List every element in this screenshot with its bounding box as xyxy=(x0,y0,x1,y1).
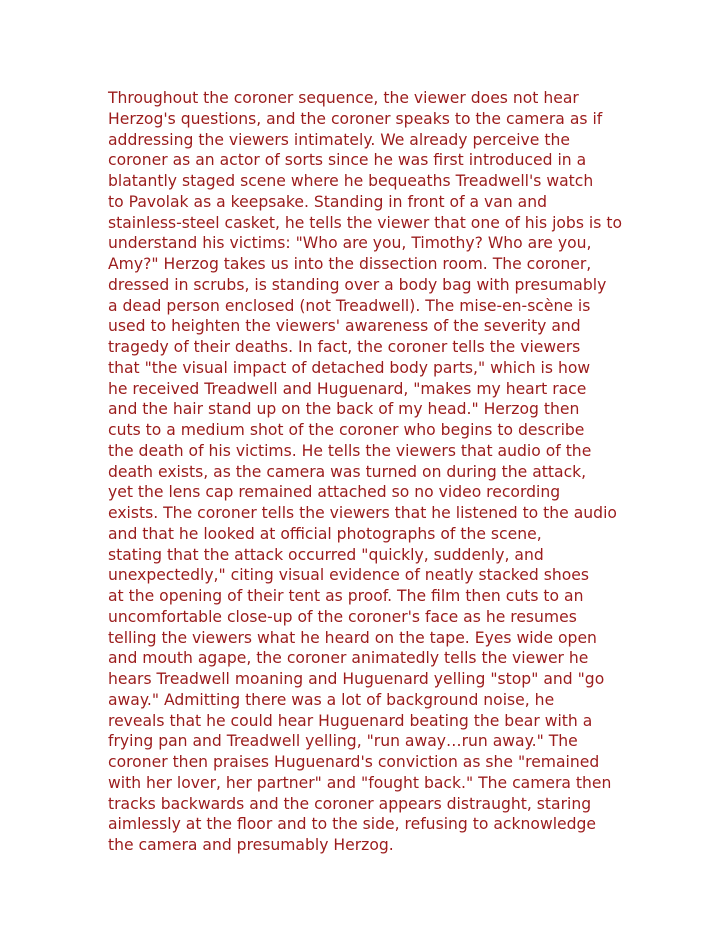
paragraph-line: frying pan and Treadwell yelling, "run away…run away." The xyxy=(108,732,578,751)
paragraph-line: and that he looked at official photographs of the scene, xyxy=(108,524,542,543)
paragraph-line: uncomfortable close-up of the coroner's face as he resumes xyxy=(108,607,577,626)
paragraph-line: tracks backwards and the coroner appears distraught, staring xyxy=(108,794,592,813)
body-paragraph xyxy=(108,88,628,856)
paragraph-line: stating that the attack occurred "quickly, suddenly, and xyxy=(108,545,544,564)
paragraph-line: dressed in scrubs, is standing over a body bag with presumably xyxy=(108,275,607,294)
paragraph-line: the camera and presumably Herzog. xyxy=(108,836,394,854)
paragraph-line: at the opening of their tent as proof. The film then cuts to an xyxy=(108,587,584,605)
paragraph-line: and mouth agape, the coroner animatedly tells the viewer he xyxy=(108,649,589,668)
paragraph-line: Amy?" Herzog takes us into the dissection room. The coroner, xyxy=(108,255,592,273)
paragraph-line: aimlessly at the floor and to the side, refusing to acknowledge xyxy=(108,815,597,834)
paragraph-line: to Pavolak as a keepsake. Standing in front of a van and xyxy=(108,192,547,211)
paragraph-line: used to heighten the viewers' awareness of the severity and xyxy=(108,317,581,336)
paragraph-line: stainless-steel casket, he tells the viewer that one of his jobs is to xyxy=(108,213,622,232)
paragraph-line: exists. The coroner tells the viewers that he listened to the audio xyxy=(108,504,617,522)
paragraph-line: that "the visual impact of detached body parts," which is how xyxy=(108,358,591,377)
paragraph-line: tragedy of their deaths. In fact, the coroner tells the viewers xyxy=(108,338,581,356)
paragraph-line: understand his victims: "Who are you, Timothy? Who are you, xyxy=(108,234,592,253)
paragraph-line: coroner as an actor of sorts since he was first introduced in a xyxy=(108,151,587,170)
paragraph-line: hears Treadwell moaning and Huguenard yelling "stop" and "go xyxy=(108,670,605,688)
paragraph-line: unexpectedly," citing visual evidence of neatly stacked shoes xyxy=(108,566,589,585)
paragraph-line: he received Treadwell and Huguenard, "makes my heart race xyxy=(108,379,587,398)
paragraph-line: away." Admitting there was a lot of background noise, he xyxy=(108,690,555,709)
paragraph-line: blatantly staged scene where he bequeaths Treadwell's watch xyxy=(108,172,594,190)
paragraph-line: addressing the viewers intimately. We already perceive the xyxy=(108,130,570,149)
paragraph-line: reveals that he could hear Huguenard beating the bear with a xyxy=(108,711,593,730)
paragraph-line: and the hair stand up on the back of my head." Herzog then xyxy=(108,400,580,419)
paragraph-line: coroner then praises Huguenard's conviction as she "remained xyxy=(108,753,600,771)
paragraph-line: telling the viewers what he heard on the tape. Eyes wide open xyxy=(108,628,597,647)
paragraph-line: with her lover, her partner" and "fought back." The camera then xyxy=(108,773,612,792)
paragraph-line: death exists, as the camera was turned on during the attack, xyxy=(108,462,587,481)
paragraph-line: Herzog's questions, and the coroner speaks to the camera as if xyxy=(108,109,603,128)
paragraph-line: yet the lens cap remained attached so no video recording xyxy=(108,483,561,502)
paragraph-line: the death of his victims. He tells the viewers that audio of the xyxy=(108,441,592,460)
paragraph-line: Throughout the coroner sequence, the viewer does not hear xyxy=(108,89,579,107)
paragraph-line: cuts to a medium shot of the coroner who begins to describe xyxy=(108,421,585,439)
paragraph-line: a dead person enclosed (not Treadwell). The mise-en-scène is xyxy=(108,296,591,315)
